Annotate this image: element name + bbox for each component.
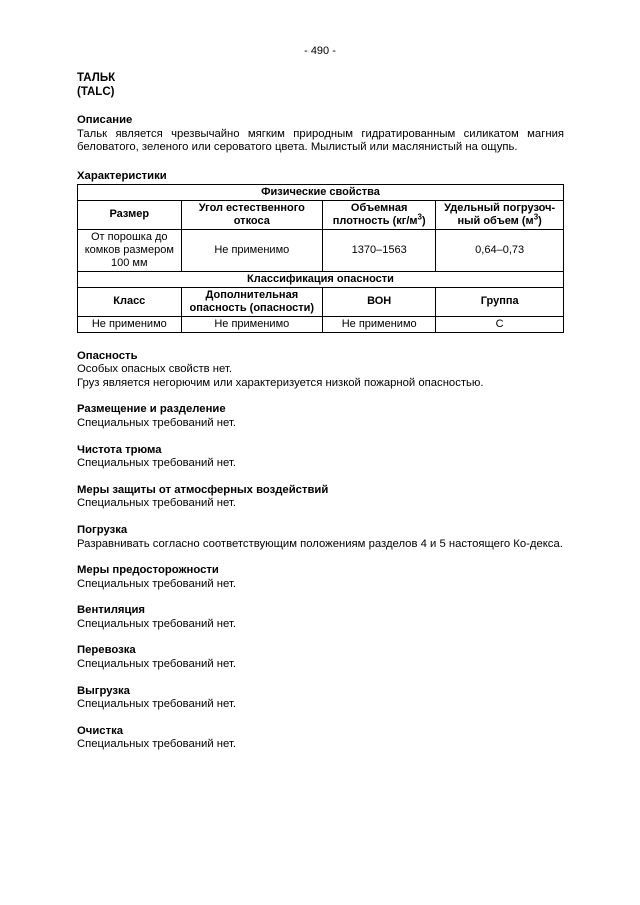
title-ru: ТАЛЬК bbox=[77, 72, 116, 84]
page-number: - 490 - bbox=[304, 45, 336, 57]
section-text: Груз является негорючим или характеризуется низкой пожарной опасностью. bbox=[77, 376, 484, 389]
section-heading: Очистка bbox=[77, 724, 124, 737]
hazard-classification-title: Классификация опасности bbox=[78, 271, 564, 287]
header-stowage-factor: Удельный погрузоч-ный объем $(м^3)$ bbox=[436, 200, 564, 229]
header-mhb: ВОН bbox=[323, 287, 436, 316]
section-clean-up bbox=[77, 725, 564, 752]
header-class: Класс bbox=[78, 287, 182, 316]
section-heading: Чистота трюма bbox=[77, 443, 162, 456]
section-heading: Вентиляция bbox=[77, 604, 145, 617]
physical-properties-title: Физические свойства bbox=[78, 184, 564, 200]
section-text: Специальных требований нет. bbox=[77, 698, 236, 711]
cell-angle-of-repose: Не применимо bbox=[181, 229, 322, 271]
section-heading: Погрузка bbox=[77, 523, 128, 536]
section-heading: Меры предосторожности bbox=[77, 564, 219, 577]
cell-group: С bbox=[436, 316, 564, 332]
section-heading: Опасность bbox=[77, 349, 138, 362]
description-section bbox=[77, 114, 564, 155]
cell-bulk-density: 1370–1563 bbox=[323, 229, 436, 271]
cell-mhb: Не применимо bbox=[323, 316, 436, 332]
description-heading: Описание bbox=[77, 114, 133, 127]
section-heading: Перевозка bbox=[77, 644, 136, 657]
section-loading bbox=[77, 524, 564, 551]
section-carriage bbox=[77, 644, 564, 671]
cell-subsidiary-hazard: Не применимо bbox=[181, 316, 322, 332]
header-subsidiary-hazard: Дополнительная опасность (опасности) bbox=[181, 287, 322, 316]
characteristics-table bbox=[77, 184, 564, 333]
characteristics-section bbox=[77, 170, 564, 333]
section-weather-precautions bbox=[77, 484, 564, 511]
section-hazard bbox=[77, 350, 564, 391]
section-text: Специальных требований нет. bbox=[77, 738, 236, 751]
section-precautions bbox=[77, 564, 564, 591]
header-size: Размер bbox=[78, 200, 182, 229]
header-group: Группа bbox=[436, 287, 564, 316]
cell-size: От порошка до комков размером 100 мм bbox=[78, 229, 182, 271]
cell-class: Не применимо bbox=[78, 316, 182, 332]
title-en: (TALC) bbox=[77, 85, 115, 98]
section-heading: Меры защиты от атмосферных воздействий bbox=[77, 483, 329, 496]
section-text: Специальных требований нет. bbox=[77, 416, 236, 429]
header-angle-of-repose: Угол естественного откоса bbox=[181, 200, 322, 229]
section-heading: Выгрузка bbox=[77, 684, 130, 697]
section-text: Специальных требований нет. bbox=[77, 658, 236, 671]
cell-stowage-factor: 0,64–0,73 bbox=[436, 229, 564, 271]
description-text: Тальк является чрезвычайно мягким природным гидратированным силикатом магния беловатого, зеленого или сероватого цвета. Мылистый или маслянистый на ощупь. bbox=[77, 127, 564, 154]
section-hold-cleanliness bbox=[77, 444, 564, 471]
section-text: Специальных требований нет. bbox=[77, 497, 236, 510]
section-stowage-segregation bbox=[77, 403, 564, 430]
section-ventilation bbox=[77, 604, 564, 631]
section-discharge bbox=[77, 685, 564, 712]
characteristics-heading: Характеристики bbox=[77, 169, 167, 182]
header-bulk-density: Объемная плотность $(кг/м^3)$ bbox=[323, 200, 436, 229]
section-text: Разравнивать согласно соответствующим положениям разделов 4 и 5 настоящего Ко-декса. bbox=[77, 537, 563, 550]
section-text: Особых опасных свойств нет. bbox=[77, 363, 232, 376]
section-heading: Размещение и разделение bbox=[77, 403, 226, 416]
section-text: Специальных требований нет. bbox=[77, 577, 236, 590]
section-text: Специальных требований нет. bbox=[77, 617, 236, 630]
section-text: Специальных требований нет. bbox=[77, 457, 236, 470]
document-body bbox=[77, 72, 564, 752]
